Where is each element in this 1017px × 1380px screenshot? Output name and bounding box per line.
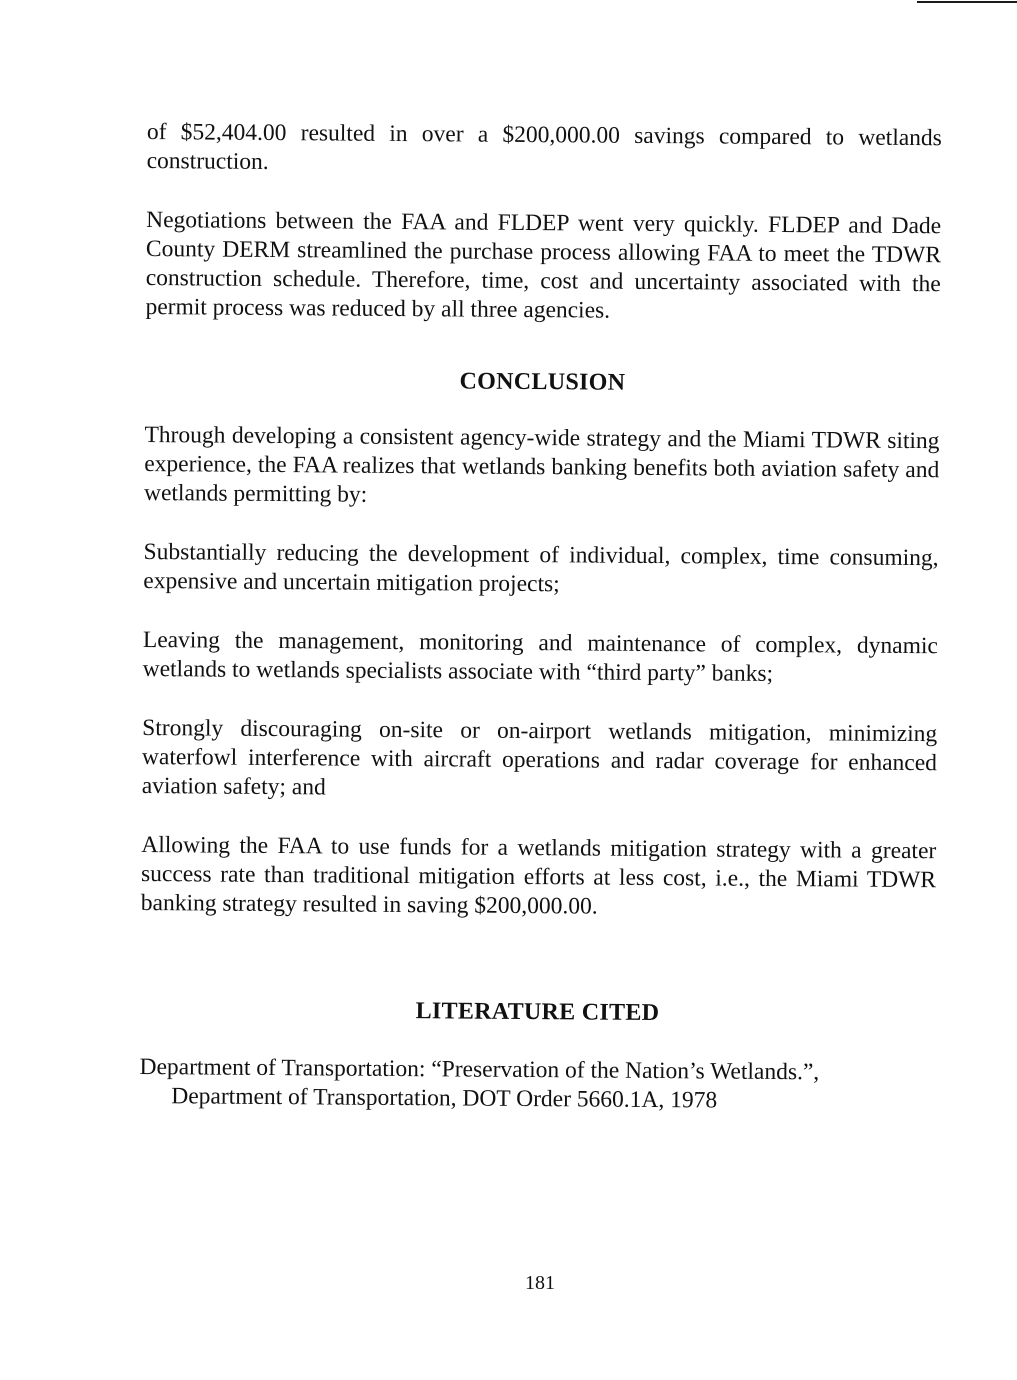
- conclusion-point: Allowing the FAA to use funds for a wetlands mitigation strategy with a greater success rate than traditional mitigation efforts at less cost, i.e., the Miami TDWR banking strategy resulted in saving $200,000.00.: [140, 831, 937, 920]
- conclusion-point: Substantially reducing the development of individual, complex, time consuming, expensive and uncertain mitigation projects;: [143, 538, 939, 598]
- paragraph-savings: of $52,404.00 resulted in over a $200,000.00 savings compared to wetlands construction.: [146, 118, 942, 175]
- page-number: 181: [525, 1272, 555, 1294]
- literature-citation: Department of Transportation: “Preservation of the Nation’s Wetlands.”, Department of Transportation, DOT Order 5660.1A, 1978: [139, 1053, 820, 1114]
- document-page: [139, 118, 942, 1117]
- conclusion-point: Leaving the management, monitoring and maintenance of complex, dynamic wetlands to wetlands specialists associate with “third party” banks;: [142, 626, 938, 687]
- literature-cited-heading: LITERATURE CITED: [415, 998, 660, 1027]
- paragraph-negotiations: Negotiations between the FAA and FLDEP went very quickly. FLDEP and Dade County DERM streamlined the purchase process allowing FAA to meet the TDWR construction schedule. Therefore, time, cost and uncertainty associated with the permit process was reduced by all three agencies.: [145, 206, 942, 324]
- conclusion-intro: Through developing a consistent agency-wide strategy and the Miami TDWR siting experience, the FAA realizes that wetlands banking benefits both aviation safety and wetlands permitting by:: [143, 421, 940, 508]
- conclusion-point: Strongly discouraging on-site or on-airport wetlands mitigation, minimizing waterfowl interference with aircraft operations and radar coverage for enhanced aviation safety; and: [141, 714, 938, 801]
- scan-edge-mark: [917, 1, 1017, 3]
- conclusion-heading: CONCLUSION: [459, 368, 626, 396]
